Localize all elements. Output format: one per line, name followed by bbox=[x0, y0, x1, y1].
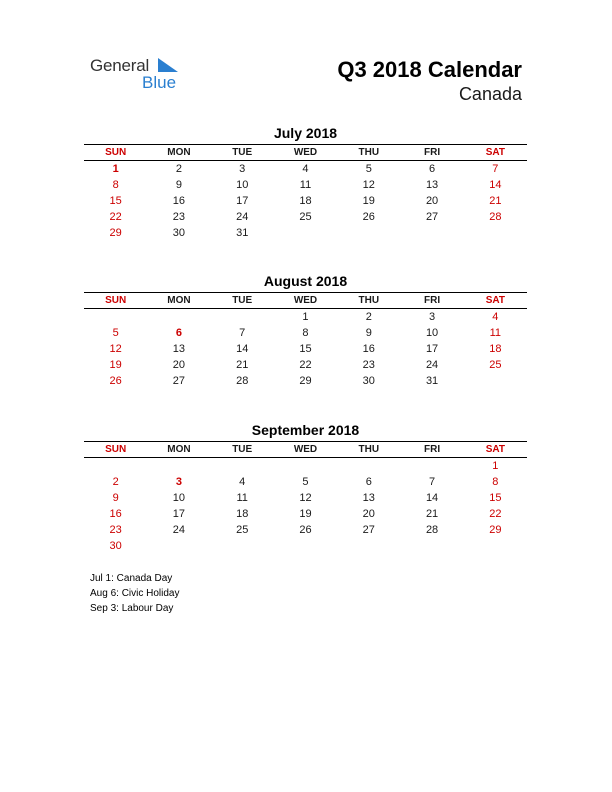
day-cell: 2 bbox=[175, 163, 182, 175]
day-cell: 22 bbox=[489, 508, 502, 520]
weekday-header-mon: MON bbox=[167, 444, 191, 455]
weekday-header-fri: FRI bbox=[424, 147, 441, 158]
week-row bbox=[84, 474, 527, 490]
day-cell: 3 bbox=[175, 476, 182, 488]
day-cell: 7 bbox=[429, 476, 436, 488]
empty-day-cell bbox=[400, 538, 463, 554]
day-cell: 11 bbox=[489, 327, 502, 339]
weekday-header-wed: WED bbox=[293, 444, 318, 455]
day-cell: 31 bbox=[236, 227, 249, 239]
empty-day-cell bbox=[274, 458, 337, 474]
day-cell: 8 bbox=[302, 327, 309, 339]
day-cell: 6 bbox=[365, 476, 372, 488]
day-cell: 18 bbox=[299, 195, 312, 207]
week-row bbox=[84, 325, 527, 341]
generalblue-logo bbox=[90, 56, 190, 92]
day-cell: 2 bbox=[365, 311, 372, 323]
day-cell: 24 bbox=[425, 359, 439, 371]
day-cell: 23 bbox=[362, 359, 375, 371]
day-cell: 3 bbox=[429, 311, 436, 323]
day-cell: 17 bbox=[172, 508, 186, 520]
weekday-header-wed: WED bbox=[293, 295, 318, 306]
day-cell: 15 bbox=[489, 492, 502, 504]
week-row bbox=[84, 357, 527, 373]
day-cell: 22 bbox=[109, 211, 122, 223]
day-cell: 2 bbox=[112, 476, 119, 488]
day-cell: 12 bbox=[299, 492, 312, 504]
week-row bbox=[84, 177, 527, 193]
day-cell: 16 bbox=[172, 195, 186, 207]
weekday-header-fri: FRI bbox=[424, 295, 441, 306]
empty-day-cell bbox=[274, 225, 337, 241]
day-cell: 3 bbox=[239, 163, 246, 175]
weekday-header-mon: MON bbox=[167, 147, 191, 158]
weekday-header-fri: FRI bbox=[424, 444, 441, 455]
empty-day-cell bbox=[211, 458, 274, 474]
day-cell: 21 bbox=[236, 359, 249, 371]
empty-day-cell bbox=[147, 538, 210, 554]
week-row bbox=[84, 538, 527, 554]
day-cell: 28 bbox=[236, 375, 249, 387]
empty-day-cell bbox=[464, 538, 527, 554]
day-cell: 4 bbox=[302, 163, 309, 175]
day-cell: 22 bbox=[299, 359, 312, 371]
weekday-header-sat: SAT bbox=[485, 444, 505, 455]
month-july-2018 bbox=[84, 124, 527, 241]
day-cell: 13 bbox=[362, 492, 375, 504]
holiday-item: Sep 3: Labour Day bbox=[90, 603, 174, 614]
week-row bbox=[84, 490, 527, 506]
day-cell: 10 bbox=[425, 327, 439, 339]
month-title: September 2018 bbox=[251, 422, 360, 438]
empty-day-cell bbox=[211, 538, 274, 554]
day-cell: 25 bbox=[489, 359, 502, 371]
day-cell: 20 bbox=[362, 508, 375, 520]
week-row bbox=[84, 161, 527, 177]
logo-word-blue: Blue bbox=[142, 73, 177, 92]
day-cell: 11 bbox=[236, 492, 248, 504]
day-cell: 6 bbox=[429, 163, 436, 175]
weekday-header-wed: WED bbox=[293, 147, 318, 158]
day-cell: 1 bbox=[112, 163, 119, 175]
week-row bbox=[84, 341, 527, 357]
day-cell: 29 bbox=[109, 227, 122, 239]
day-cell: 7 bbox=[492, 163, 499, 175]
day-cell: 15 bbox=[109, 195, 122, 207]
day-cell: 20 bbox=[172, 359, 186, 371]
day-cell: 30 bbox=[362, 375, 375, 387]
weekday-header-thu: THU bbox=[358, 147, 380, 158]
day-cell: 26 bbox=[299, 524, 312, 536]
week-row bbox=[84, 209, 527, 225]
weekday-header-sat: SAT bbox=[485, 295, 505, 306]
day-cell: 10 bbox=[236, 179, 249, 191]
day-cell: 11 bbox=[299, 179, 312, 191]
day-cell: 19 bbox=[109, 359, 122, 371]
day-cell: 30 bbox=[109, 540, 122, 552]
week-row bbox=[84, 506, 527, 522]
empty-day-cell bbox=[337, 225, 400, 241]
month-august-2018 bbox=[84, 272, 527, 389]
day-cell: 6 bbox=[175, 327, 182, 339]
day-cell: 17 bbox=[425, 343, 439, 355]
day-cell: 10 bbox=[172, 492, 186, 504]
day-cell: 26 bbox=[362, 211, 375, 223]
day-cell: 1 bbox=[302, 311, 309, 323]
day-cell: 12 bbox=[109, 343, 122, 355]
day-cell: 23 bbox=[109, 524, 122, 536]
page-title: Q3 2018 Calendar bbox=[337, 57, 522, 82]
empty-day-cell bbox=[147, 458, 210, 474]
month-september-2018 bbox=[84, 421, 527, 554]
day-cell: 15 bbox=[299, 343, 312, 355]
day-cell: 5 bbox=[112, 327, 119, 339]
week-row bbox=[84, 373, 527, 389]
empty-day-cell bbox=[337, 538, 400, 554]
weekday-header-sun: SUN bbox=[105, 295, 127, 306]
day-cell: 18 bbox=[489, 343, 502, 355]
week-row bbox=[84, 225, 527, 241]
weekday-header-sat: SAT bbox=[485, 147, 505, 158]
day-cell: 16 bbox=[362, 343, 375, 355]
country-name: Canada bbox=[458, 84, 522, 104]
holiday-item: Jul 1: Canada Day bbox=[90, 573, 173, 584]
day-cell: 29 bbox=[299, 375, 312, 387]
empty-day-cell bbox=[274, 538, 337, 554]
day-cell: 7 bbox=[239, 327, 246, 339]
empty-day-cell bbox=[464, 225, 527, 241]
logo-flag-icon bbox=[158, 58, 180, 74]
day-cell: 14 bbox=[489, 179, 502, 191]
empty-day-cell bbox=[147, 309, 210, 325]
day-cell: 13 bbox=[425, 179, 439, 191]
empty-day-cell bbox=[84, 309, 147, 325]
day-cell: 30 bbox=[172, 227, 186, 239]
weekday-header-sun: SUN bbox=[105, 147, 127, 158]
day-cell: 27 bbox=[362, 524, 375, 536]
weekday-header-tue: TUE bbox=[232, 295, 253, 306]
week-row bbox=[84, 458, 527, 474]
day-cell: 19 bbox=[299, 508, 312, 520]
weekday-header-sun: SUN bbox=[105, 444, 127, 455]
week-row bbox=[84, 522, 527, 538]
day-cell: 16 bbox=[109, 508, 122, 520]
day-cell: 27 bbox=[425, 211, 439, 223]
day-cell: 25 bbox=[236, 524, 249, 536]
day-cell: 28 bbox=[425, 524, 439, 536]
day-cell: 27 bbox=[172, 375, 186, 387]
day-cell: 9 bbox=[112, 492, 119, 504]
month-title: August 2018 bbox=[263, 273, 348, 289]
weekday-header-row bbox=[84, 441, 527, 458]
day-cell: 24 bbox=[236, 211, 249, 223]
logo-word-general: General bbox=[90, 56, 150, 75]
empty-day-cell bbox=[400, 225, 463, 241]
weekday-header-tue: TUE bbox=[232, 444, 253, 455]
weekday-header-row bbox=[84, 292, 527, 309]
week-row bbox=[84, 309, 527, 325]
day-cell: 14 bbox=[425, 492, 439, 504]
weekday-header-thu: THU bbox=[358, 295, 380, 306]
day-cell: 9 bbox=[175, 179, 182, 191]
weekday-header-mon: MON bbox=[167, 295, 191, 306]
day-cell: 4 bbox=[492, 311, 499, 323]
day-cell: 26 bbox=[109, 375, 122, 387]
day-cell: 29 bbox=[489, 524, 502, 536]
day-cell: 12 bbox=[362, 179, 375, 191]
day-cell: 24 bbox=[172, 524, 186, 536]
weekday-header-row bbox=[84, 144, 527, 161]
day-cell: 23 bbox=[172, 211, 186, 223]
day-cell: 25 bbox=[299, 211, 312, 223]
empty-day-cell bbox=[464, 373, 527, 389]
day-cell: 17 bbox=[236, 195, 249, 207]
day-cell: 1 bbox=[492, 460, 499, 472]
day-cell: 18 bbox=[236, 508, 249, 520]
holiday-item: Aug 6: Civic Holiday bbox=[90, 588, 180, 599]
day-cell: 28 bbox=[489, 211, 502, 223]
day-cell: 21 bbox=[489, 195, 502, 207]
day-cell: 8 bbox=[492, 476, 499, 488]
empty-day-cell bbox=[337, 458, 400, 474]
day-cell: 13 bbox=[172, 343, 186, 355]
weekday-header-thu: THU bbox=[358, 444, 380, 455]
day-cell: 20 bbox=[425, 195, 439, 207]
day-cell: 14 bbox=[236, 343, 249, 355]
day-cell: 31 bbox=[425, 375, 439, 387]
day-cell: 9 bbox=[365, 327, 372, 339]
empty-day-cell bbox=[84, 458, 147, 474]
day-cell: 5 bbox=[365, 163, 372, 175]
empty-day-cell bbox=[211, 309, 274, 325]
holiday-list bbox=[90, 571, 179, 616]
day-cell: 19 bbox=[362, 195, 375, 207]
week-row bbox=[84, 193, 527, 209]
day-cell: 21 bbox=[425, 508, 439, 520]
empty-day-cell bbox=[400, 458, 463, 474]
day-cell: 4 bbox=[239, 476, 246, 488]
month-title: July 2018 bbox=[273, 125, 338, 141]
weekday-header-tue: TUE bbox=[232, 147, 253, 158]
day-cell: 8 bbox=[112, 179, 119, 191]
day-cell: 5 bbox=[302, 476, 309, 488]
